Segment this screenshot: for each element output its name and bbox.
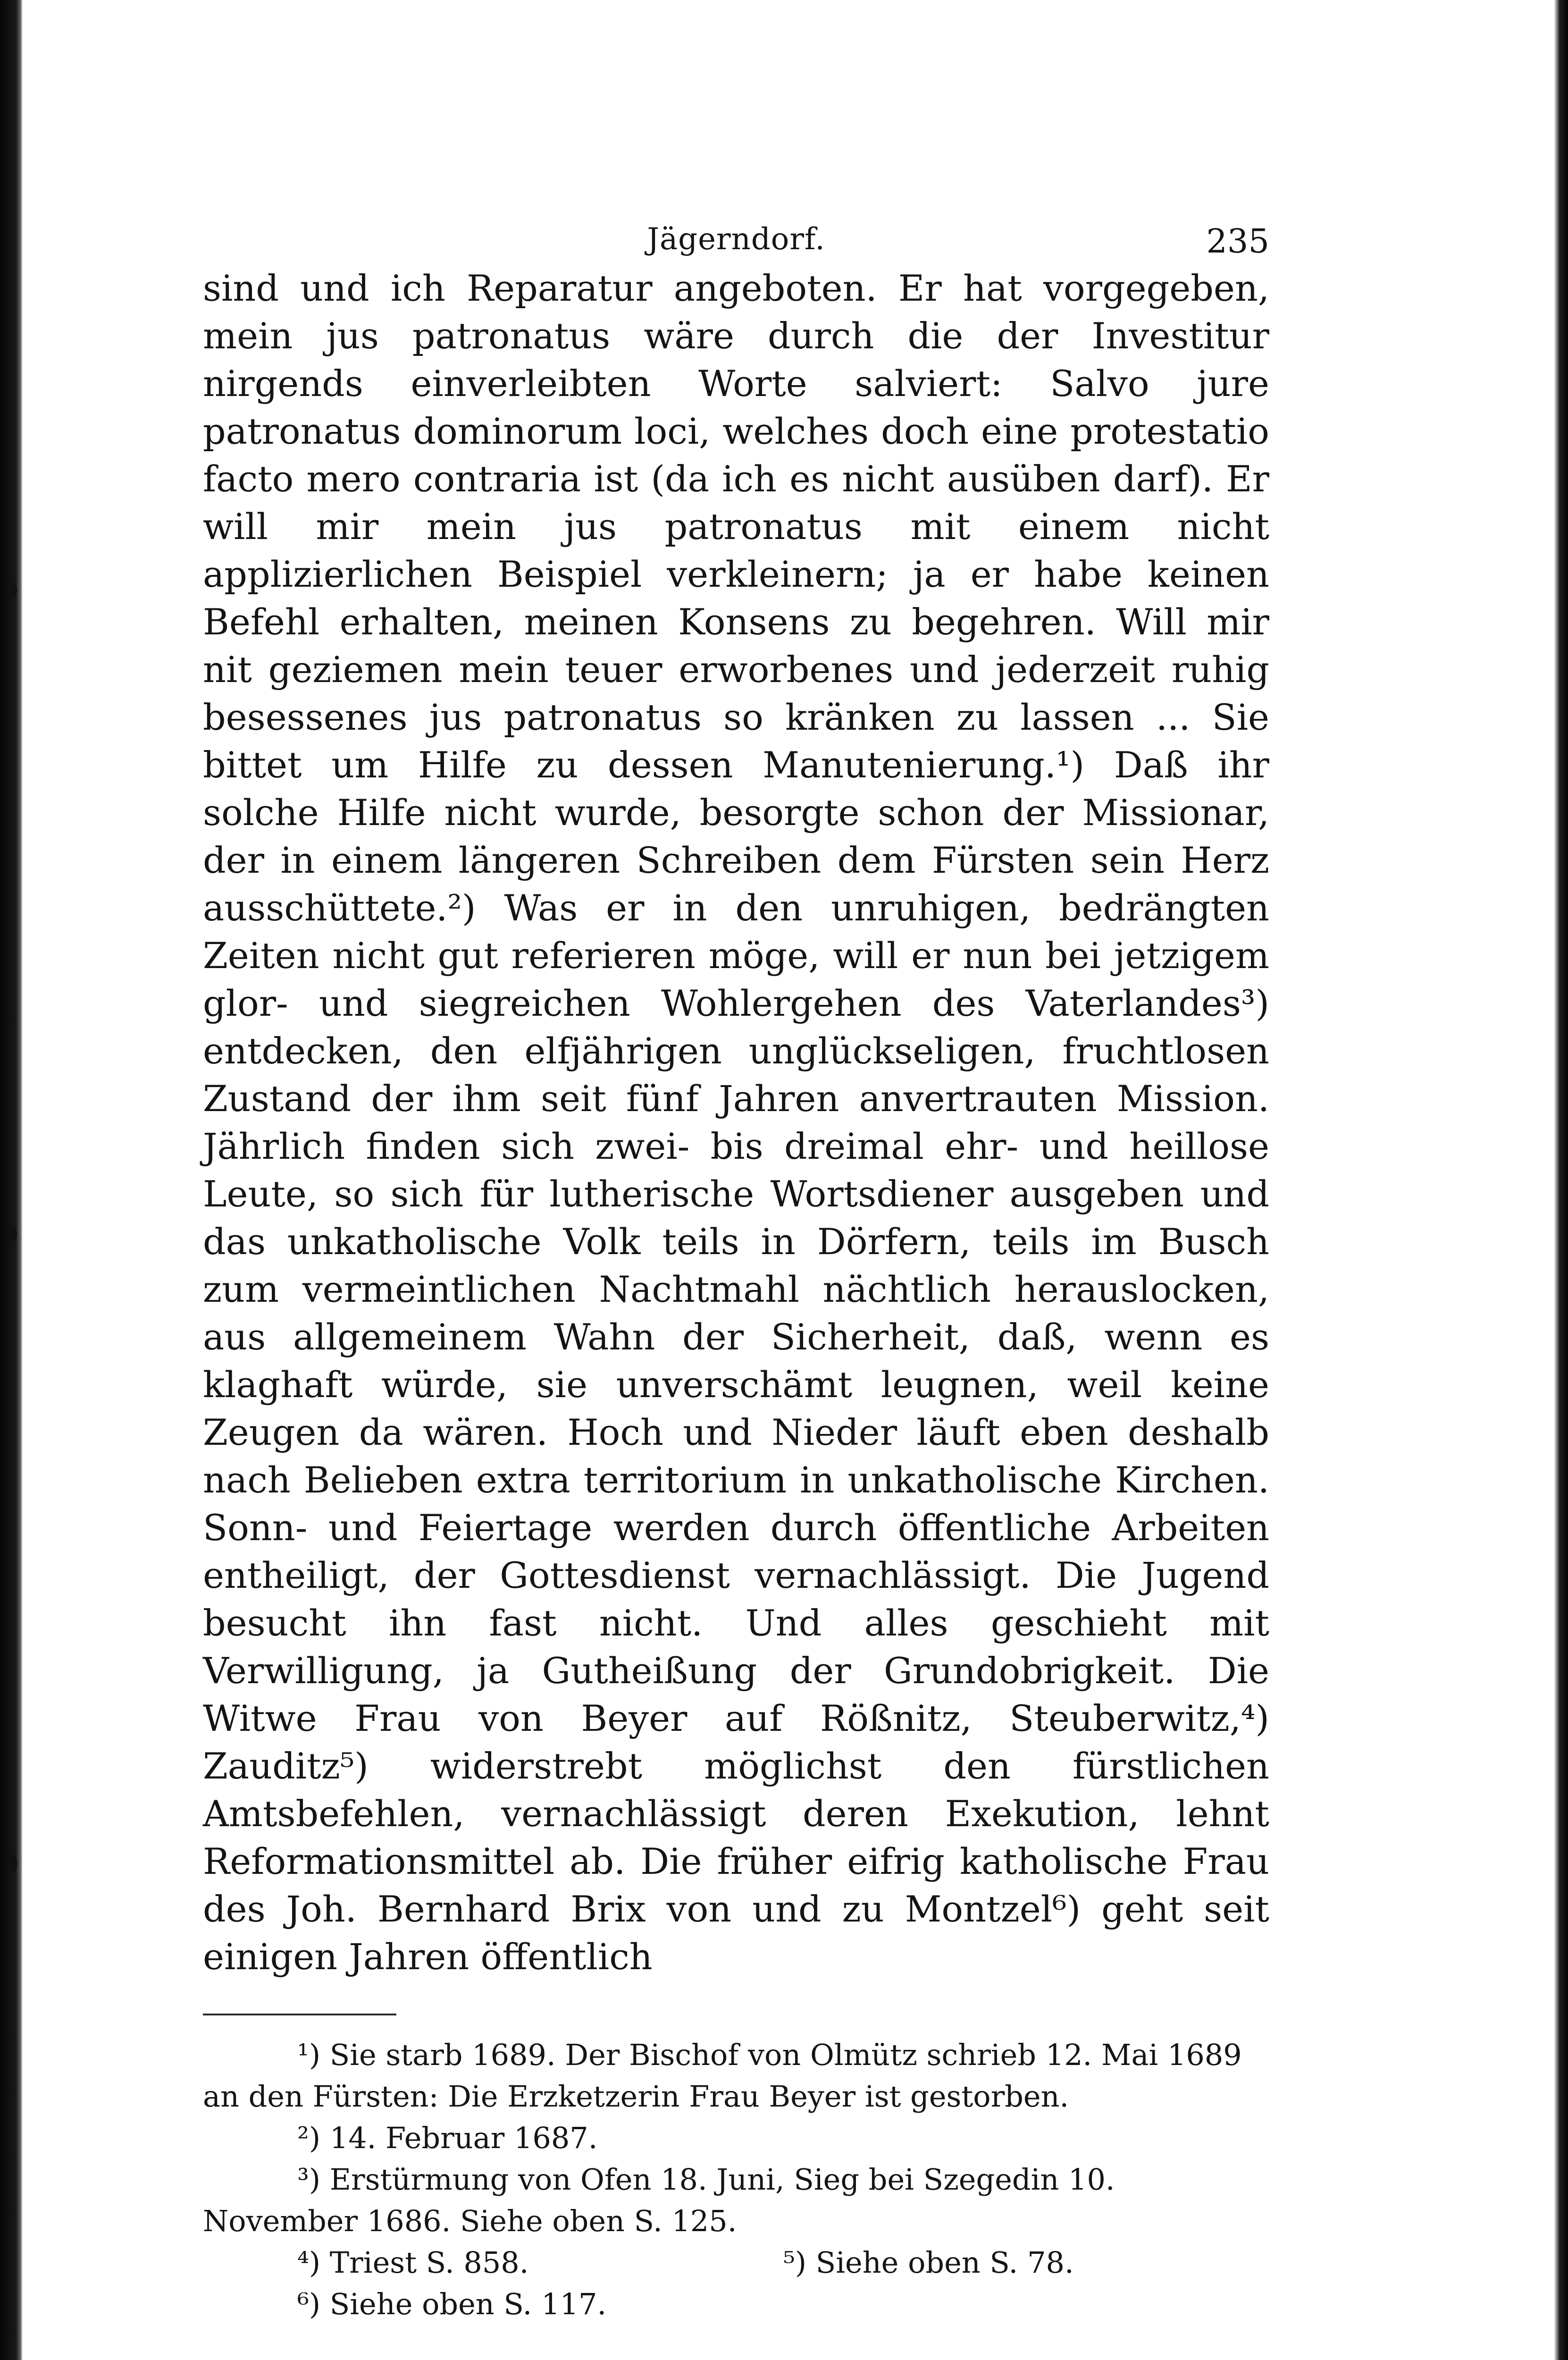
- footnote-4: ⁴) Triest S. 858.: [297, 2245, 529, 2280]
- footnote-5: ⁵) Siehe oben S. 78.: [783, 2245, 1074, 2280]
- main-text: sind und ich Reparatur angeboten. Er hat vorgegeben, mein jus patronatus wäre durch die der Investitur nirgends einverleibten Worte salviert: Salvo jure patronatus dominorum loci, welches doch eine protestatio facto mero contraria ist (da ich es nicht ausüben darf). Er will mir mein jus patronatus mit einem nicht applizierlichen Beispiel verkleinern; ja er habe keinen Befehl erhalten, meinen Konsens zu begehren. Will mir nit geziemen mein teuer erworbenes und jederzeit ruhig besessenes jus patronatus so kränken zu lassen ... Sie bittet um Hilfe zu dessen Manutenierung.¹) Daß ihr solche Hilfe nicht wurde, besorgte schon der Missionar, der in einem längeren Schreiben dem Fürsten sein Herz ausschüttete.²) Was er in den unruhigen, bedrängten Zeiten nicht gut referieren möge, will er nun bei jetzigem glor- und siegreichen Wohlergehen des Vaterlandes³) entdecken, den elfjährigen unglückseligen, fruchtlosen Zustand der ihm seit fünf Jahren anvertrauten Mission. Jährlich finden sich zwei- bis dreimal ehr- und heillose Leute, so sich für lutherische Wortsdiener ausgeben und das unkatholische Volk teils in Dörfern, teils im Busch zum vermeintlichen Nachtmahl nächtlich herauslocken, aus allgemeinem Wahn der Sicherheit, daß, wenn es klaghaft würde, sie unverschämt leugnen, weil keine Zeugen da wären. Hoch und Nieder läuft eben deshalb nach Belieben extra territorium in unkatholische Kirchen. Sonn- und Feiertage werden durch öffentliche Arbeiten entheiligt, der Gottesdienst vernachlässigt. Die Jugend besucht ihn fast nicht. Und alles geschieht mit Verwilligung, ja Gutheißung der Grundobrigkeit. Die Witwe Frau von Beyer auf Rößnitz, Steuberwitz,⁴) Zauditz⁵) widerstrebt möglichst den fürstlichen Amtsbefehlen, vernachlässigt deren Exekution, lehnt Reformationsmittel ab. Die früher eifrig katholische Frau des Joh. Bernhard Brix von und zu Montzel⁶) geht seit einigen Jahren öffentlich: [203, 267, 1269, 1978]
- footnotes: [203, 2034, 1269, 2325]
- footnote-2: ²) 14. Februar 1687.: [297, 2121, 598, 2155]
- scan-edge-right: [1554, 0, 1568, 2360]
- footnote-6: ⁶) Siehe oben S. 117.: [297, 2287, 607, 2321]
- footnote-row: [203, 2242, 1269, 2284]
- running-title: Jägerndorf.: [647, 222, 825, 257]
- margin-mark: [9, 1855, 17, 1872]
- running-head: [203, 208, 1269, 264]
- scan-binding-edge-left: [0, 0, 23, 2360]
- footnote-rule: [203, 2014, 396, 2015]
- page-number: 235: [1206, 222, 1269, 261]
- margin-mark: [10, 583, 17, 597]
- footnote-1: ¹) Sie starb 1689. Der Bischof von Olmütz schrieb 12. Mai 1689 an den Fürsten: Die Erzketzerin Frau Beyer ist gestorben.: [203, 2038, 1242, 2114]
- margin-mark: [10, 1227, 17, 1241]
- book-page: [203, 208, 1269, 2325]
- footnote-3: ³) Erstürmung von Ofen 18. Juni, Sieg bei Szegedin 10. November 1686. Siehe oben S. 125.: [203, 2162, 1115, 2238]
